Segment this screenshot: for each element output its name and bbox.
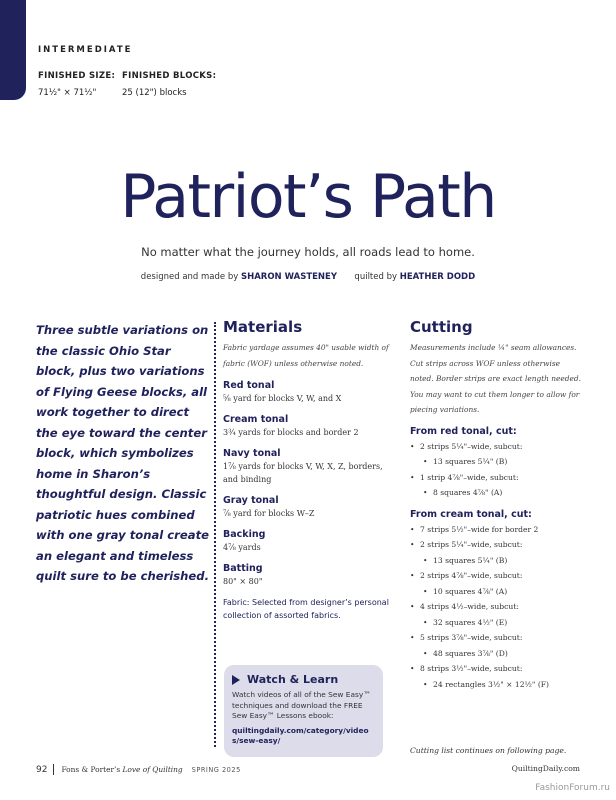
cut-subitem: • 8 squares 4⅞" (A) [410, 485, 585, 501]
skill-level: INTERMEDIATE [38, 45, 133, 55]
watch-text: Watch videos of all of the Sew Easy™ techniques and download the FREE Sew Easy™ Lessons ebook: [232, 690, 371, 720]
cut-subitem: • 32 squares 4½" (E) [410, 615, 585, 631]
quilter-name: HEATHER DODD [399, 272, 476, 282]
publication-prefix: Fons & Porter’s [61, 765, 123, 774]
tagline: No matter what the journey holds, all roads lead to home. [141, 245, 475, 259]
material-item [223, 562, 393, 588]
finished-blocks [122, 71, 216, 98]
cut-subitem: • 13 squares 5¼" (B) [410, 454, 585, 470]
designer-name: SHARON WASTENEY [240, 272, 338, 282]
material-text: 1⅞ yards for blocks V, W, X, Z, borders, and binding [223, 462, 383, 484]
cutting-section [410, 318, 585, 692]
credits [0, 272, 616, 282]
cut-subitem: • 13 squares 5¼" (B) [410, 553, 585, 569]
cut-subitem: • 10 squares 4⅞" (A) [410, 584, 585, 600]
material-label: Red tonal [223, 380, 275, 391]
finished-blocks-value: 25 (12") blocks [122, 88, 187, 98]
continued-note: Cutting list continues on following page. [410, 746, 567, 755]
finished-blocks-label: FINISHED BLOCKS: [122, 71, 217, 81]
cut-item: • 5 strips 3⅞"–wide, subcut: [410, 630, 585, 646]
cut-item: • 2 strips 5¼"–wide, subcut: [410, 537, 585, 553]
red-cut-heading: From red tonal, cut: [410, 425, 517, 437]
material-item [223, 447, 393, 486]
publication-title: Love of Quilting [122, 765, 183, 774]
site-url: QuiltingDaily.com [511, 764, 580, 773]
material-label: Cream tonal [223, 414, 289, 425]
footer-separator [53, 764, 54, 775]
cutting-heading: Cutting [410, 318, 473, 336]
material-text: ⅞ yard for blocks W–Z [223, 509, 315, 518]
watermark: FashionForum.ru [535, 783, 610, 793]
finished-size-label: FINISHED SIZE: [38, 71, 116, 81]
material-text: 3¾ yards for blocks and border 2 [223, 428, 359, 437]
material-text: 80" × 80" [223, 577, 263, 586]
intro-paragraph: Three subtle variations on the classic Ohio Star block, plus two variations of Flying Geese blocks, all work together to direct the eye toward the center block, which symbolizes home in Sharon’s thoughtful design. Classic patriotic hues combined with one gray tonal create an elegant and timeless quilt sure to be cherished. [36, 323, 209, 583]
column-divider [214, 322, 216, 747]
material-label: Backing [223, 529, 266, 540]
cream-cut-heading: From cream tonal, cut: [410, 508, 532, 520]
publication-name [61, 765, 182, 774]
cut-item: • 2 strips 5¼"–wide, subcut: [410, 439, 585, 455]
material-label: Batting [223, 563, 263, 574]
materials-note: Fabric yardage assumes 40" usable width of fabric (WOF) unless otherwise noted. [223, 343, 389, 368]
cutting-note: Measurements include ¼" seam allowances. Cut strips across WOF unless otherwise noted. Border strips are exact length needed. You may want to cut them longer to allow for piecing variations. [410, 343, 581, 414]
material-label: Navy tonal [223, 448, 281, 459]
cut-subitem: • 48 squares 3⅞" (D) [410, 646, 585, 662]
finished-size-value: 71½" × 71½" [38, 88, 97, 98]
sew-easy-link[interactable]: quiltingdaily.com/category/videos/sew-easy/ [232, 725, 369, 745]
designed-prefix: designed and made by [140, 272, 239, 282]
material-item [223, 528, 393, 554]
cut-item: • 1 strip 4⅞"–wide, subcut: [410, 470, 585, 486]
play-icon [232, 675, 240, 685]
materials-heading: Materials [223, 318, 303, 336]
finished-size [38, 71, 115, 98]
material-item [223, 413, 393, 439]
cut-subitem: • 24 rectangles 3½" × 12½" (F) [410, 677, 585, 693]
watch-and-learn-box [224, 665, 383, 757]
issue-label: SPRING 2025 [191, 765, 241, 774]
page-title: Patriot’s Path [120, 162, 496, 232]
cut-item: • 7 strips 5½"–wide for border 2 [410, 522, 585, 538]
red-cut-list [410, 439, 585, 501]
quilted-prefix: quilted by [354, 272, 398, 282]
watch-title [232, 673, 375, 686]
cream-cut-list [410, 522, 585, 693]
material-text: 4⅞ yards [223, 543, 261, 552]
fabric-note: Fabric: Selected from designer’s personal collection of assorted fabrics. [223, 598, 389, 620]
page-number: 92 [36, 764, 48, 775]
cut-item: • 2 strips 4⅞"–wide, subcut: [410, 568, 585, 584]
materials-section [223, 318, 393, 622]
watch-title-text: Watch & Learn [247, 673, 339, 686]
material-label: Gray tonal [223, 495, 279, 506]
cut-item: • 4 strips 4½–wide, subcut: [410, 599, 585, 615]
material-item [223, 494, 393, 520]
corner-tab [0, 0, 26, 100]
material-item [223, 379, 393, 405]
cut-item: • 8 strips 3½"–wide, subcut: [410, 661, 585, 677]
footer [36, 764, 241, 775]
material-text: ⅝ yard for blocks V, W, and X [223, 394, 342, 403]
